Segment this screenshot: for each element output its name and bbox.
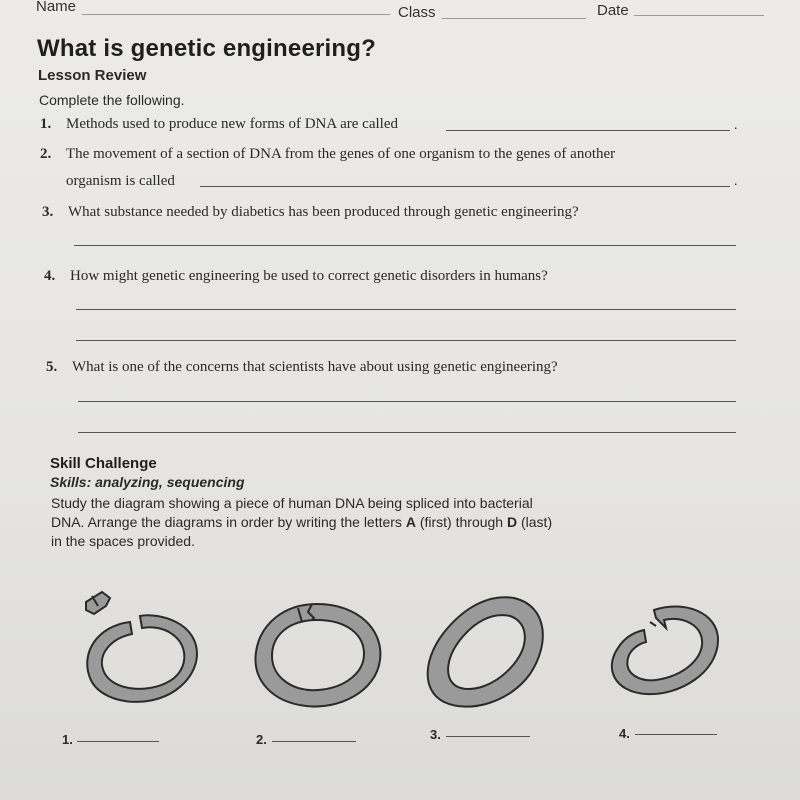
date-label: Date	[597, 2, 629, 19]
skill-challenge-skills: Skills: analyzing, sequencing	[50, 474, 245, 490]
blank-1-line[interactable]	[77, 741, 159, 742]
question-1	[40, 116, 398, 133]
answer-line-4a[interactable]	[76, 309, 736, 310]
dna-diagram-3	[418, 590, 558, 720]
question-text: What substance needed by diabetics has been produced through genetic engineering?	[68, 204, 579, 220]
question-text: What is one of the concerns that scientists have about using genetic engineering?	[72, 359, 558, 375]
page-title: What is genetic engineering?	[37, 35, 376, 62]
question-4	[44, 268, 548, 285]
answer-line-5a[interactable]	[78, 401, 736, 402]
question-3	[42, 204, 579, 221]
bacterial-dna-ring	[87, 615, 197, 702]
lesson-review-heading: Lesson Review	[38, 67, 147, 84]
skill-challenge-instructions	[51, 494, 611, 551]
blank-1-number: 1.	[62, 732, 73, 747]
instruction-line: DNA. Arrange the diagrams in order by writing the letters A (first) through D (last)	[51, 514, 553, 530]
blank-3-line[interactable]	[446, 736, 530, 737]
class-label: Class	[398, 4, 436, 21]
question-text: The movement of a section of DNA from the genes of one organism to the genes of another	[66, 146, 616, 162]
dna-diagram-4	[600, 596, 730, 716]
question-text: Methods used to produce new forms of DNA are called	[66, 116, 398, 132]
blank-2-number: 2.	[256, 732, 267, 747]
blank-4-line[interactable]	[635, 734, 717, 735]
answer-line-3[interactable]	[74, 245, 736, 246]
date-line[interactable]	[634, 15, 764, 16]
letter-last: D	[506, 514, 518, 530]
question-number: 4.	[44, 268, 56, 284]
recombinant-dna-ring	[255, 604, 380, 707]
period-mark: .	[734, 174, 738, 189]
dna-diagram-2	[242, 590, 392, 720]
answer-line-1[interactable]	[446, 130, 730, 131]
question-number: 1.	[40, 116, 52, 132]
question-number: 3.	[42, 204, 54, 220]
blank-2-line[interactable]	[272, 741, 356, 742]
blank-3-number: 3.	[430, 727, 441, 742]
cut-dna-ring	[612, 607, 718, 695]
question-2	[40, 146, 615, 163]
lesson-review-instruction: Complete the following.	[39, 92, 185, 108]
dna-diagram-1	[58, 580, 218, 720]
name-label: Name	[36, 0, 77, 15]
class-line[interactable]	[442, 18, 586, 19]
answer-line-2[interactable]	[200, 186, 730, 187]
period-mark: .	[734, 118, 738, 133]
letter-first: A	[405, 514, 416, 530]
closed-dna-ring	[428, 597, 543, 706]
skill-challenge-heading: Skill Challenge	[50, 455, 157, 472]
question-text: How might genetic engineering be used to correct genetic disorders in humans?	[70, 268, 548, 284]
question-number: 2.	[40, 146, 52, 162]
name-line[interactable]	[82, 14, 390, 15]
answer-line-4b[interactable]	[76, 340, 736, 341]
human-dna-fragment	[86, 592, 110, 614]
instruction-line: Study the diagram showing a piece of human DNA being spliced into bacterial	[51, 495, 533, 511]
question-number: 5.	[46, 359, 58, 375]
question-2-continued: organism is called	[66, 173, 175, 189]
question-5	[46, 359, 558, 376]
answer-line-5b[interactable]	[78, 432, 736, 433]
instruction-line: in the spaces provided.	[51, 533, 195, 549]
blank-4-number: 4.	[619, 726, 630, 741]
